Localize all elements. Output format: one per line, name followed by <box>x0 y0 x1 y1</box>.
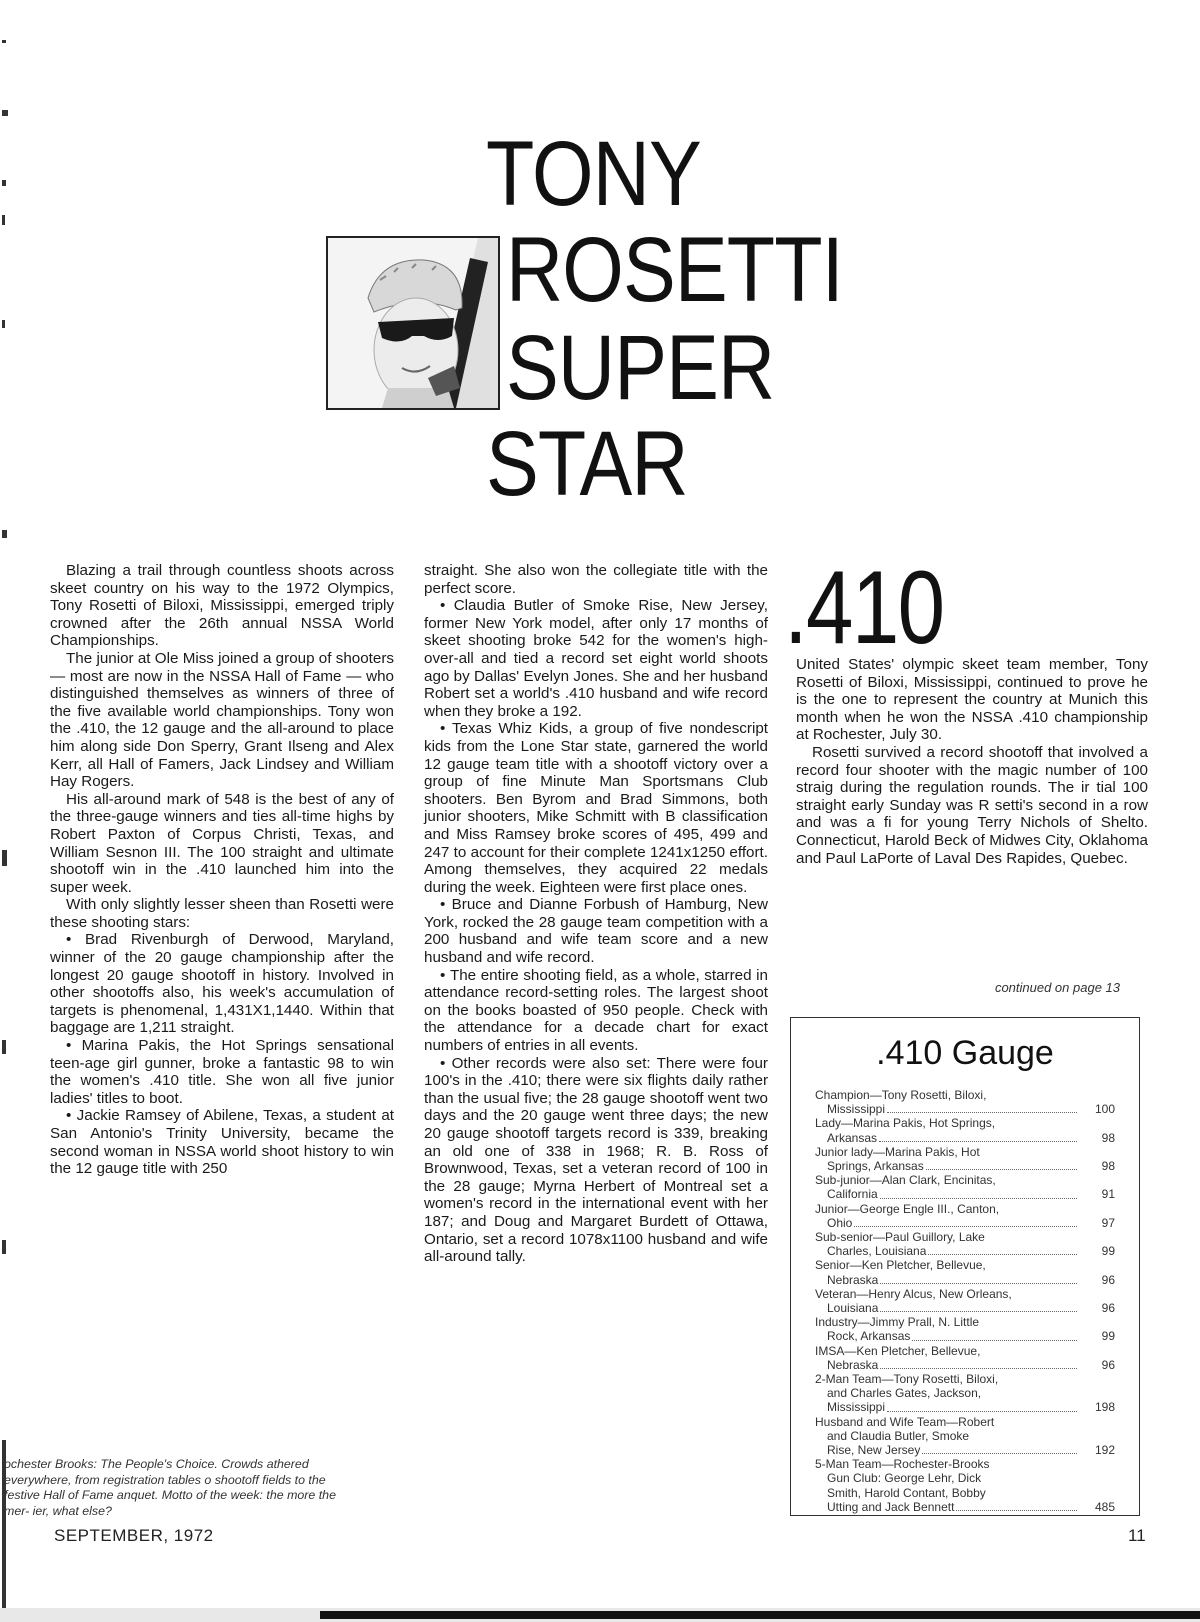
result-score: 96 <box>1101 1357 1115 1372</box>
result-entry-last-line <box>815 1329 1115 1343</box>
result-score: 96 <box>1101 1272 1115 1287</box>
article-paragraph: The junior at Ole Miss joined a group of shooters — most are now in the NSSA Hall of Fame — who distinguished themselves as winners of three of the five available world championships. Tony won the .410, the 12 gauge and the all-around to place him along side Don Sperry, Grant Ilseng and Alex Kerr, all Hall of Famers, Jack Lindsey and William Hay Rogers. <box>50 649 394 791</box>
result-entry <box>815 1202 1115 1230</box>
result-entry-text: Junior—George Engle III., Canton, <box>815 1201 1000 1216</box>
result-entry-text: California <box>827 1187 878 1202</box>
article-bullet-paragraph: • Marina Pakis, the Hot Springs sensational teen-age girl gunner, broke a fantastic 98 to win the women's .410 title. She won all five junior ladies' titles to boot. <box>50 1037 394 1107</box>
result-entry-text: Arkansas <box>827 1130 878 1145</box>
result-score: 198 <box>1094 1400 1115 1415</box>
dot-leader <box>922 1453 1077 1454</box>
result-score: 99 <box>1101 1329 1115 1344</box>
result-entry-last-line <box>815 1443 1115 1457</box>
article-column-1 <box>50 562 394 1178</box>
article-bullet-paragraph: • Bruce and Dianne Forbush of Hamburg, New York, rocked the 28 gauge team competition with a 200 husband and wife team score and a new husband and wife record. <box>424 896 768 966</box>
article-paragraph: Rosetti survived a record shootoff that involved a record four shooter with the magic number of 100 straig during the regulation rounds. The ir tial 100 straight early Sunday was R setti's second in a row and was a fi for young Terry Nichols of Shelto. Connecticut, Harold Beck of Midwes City, Oklahoma and Paul LaPorte of Laval Des Rapides, Quebec. <box>796 743 1148 867</box>
result-entry <box>815 1344 1115 1372</box>
article-bullet-paragraph: • Texas Whiz Kids, a group of five nondescript kids from the Lone Star state, garnered the world 12 gauge team title with a shootoff victory over a group of fine Minute Man Sportsmans Club shooters. Ben Byrom and Brad Simmons, both junior shooters, Mike Schmitt with B classification and Miss Ramsey broke scores of 495, 499 and 247 to account for their complete 1241x1250 effort. Among themselves, they acquired 22 medals during the week. Eighteen were first place ones. <box>424 720 768 896</box>
results-box-title: .410 Gauge <box>876 1034 1054 1072</box>
article-bullet-paragraph: • Other records were also set: There were four 100's in the .410; there were six flights daily rather than the usual five; the 28 gauge shootoff went two days and the 20 gauge went three days; the new 20 gauge shootoff targets record is 339, breaking an old one of 338 in 1968; R. B. Ross of Brownwood, Texas, set a veteran record of 100 in the 28 gauge; Myrna Herbert of Montreal set a women's record in the international event with her 187; and Doug and Margaret Burdett of Ottawa, Ontario, set a record 1078x1100 husband and wife all-around tally. <box>424 1055 768 1266</box>
title-line-3: SUPER <box>506 317 775 419</box>
result-entry <box>815 1258 1115 1286</box>
result-entry-text: Lady—Marina Pakis, Hot Springs, <box>815 1116 996 1131</box>
title-line-4: STAR <box>486 413 688 515</box>
article-paragraph: straight. She also won the collegiate title with the perfect score. <box>424 562 768 597</box>
article-bullet-paragraph: • The entire shooting field, as a whole, starred in attendance record-setting roles. The largest shoot on the books boasted of 950 people. Check with the attendance for a decade chart for exact numbers of entries in all events. <box>424 967 768 1055</box>
article-column-3 <box>796 656 1148 867</box>
result-entry <box>815 1173 1115 1201</box>
result-score: 192 <box>1094 1443 1115 1458</box>
results-box <box>790 1017 1140 1516</box>
shooter-photo <box>326 236 500 410</box>
result-score: 96 <box>1101 1301 1115 1316</box>
section-heading-410: .410 <box>784 550 944 666</box>
result-entry-last-line <box>815 1400 1115 1414</box>
result-entry-last-line <box>815 1358 1115 1372</box>
results-list <box>815 1088 1115 1514</box>
result-entry-text: 2-Man Team—Tony Rosetti, Biloxi, <box>815 1372 999 1387</box>
result-entry-last-line <box>815 1159 1115 1173</box>
dot-leader <box>880 1283 1077 1284</box>
result-entry-text: Gun Club: George Lehr, Dick <box>827 1471 982 1486</box>
result-entry-text: Charles, Louisiana <box>827 1244 927 1259</box>
result-entry-text: Veteran—Henry Alcus, New Orleans, <box>815 1286 1012 1301</box>
result-entry <box>815 1230 1115 1258</box>
result-entry <box>815 1372 1115 1415</box>
result-score: 100 <box>1094 1102 1115 1117</box>
result-entry-last-line <box>815 1102 1115 1116</box>
dot-leader <box>928 1254 1077 1255</box>
dot-leader <box>879 1141 1077 1142</box>
page-number: 11 <box>1128 1526 1146 1545</box>
dot-leader <box>887 1411 1077 1412</box>
result-entry-last-line <box>815 1187 1115 1201</box>
portrait-image <box>328 238 498 408</box>
result-score: 98 <box>1101 1159 1115 1174</box>
result-entry-text: Ohio <box>827 1215 853 1230</box>
result-entry-text: Junior lady—Marina Pakis, Hot <box>815 1144 980 1159</box>
result-entry-text: Husband and Wife Team—Robert <box>815 1414 995 1429</box>
dot-leader <box>887 1112 1077 1113</box>
photo-caption: ochester Brooks: The People's Choice. Crowds athered everywhere, from registration tables o shootoff fields to the festive Hall of Fame anquet. Motto of the week: the more the mer- ier, what else? <box>4 1457 336 1518</box>
continued-note: continued on page 13 <box>994 980 1120 995</box>
result-score: 99 <box>1101 1244 1115 1259</box>
result-entry-text: Mississippi <box>827 1400 886 1415</box>
result-entry-text: Sub-senior—Paul Guillory, Lake <box>815 1230 985 1245</box>
result-entry-text: Rock, Arkansas <box>827 1329 911 1344</box>
article-bullet-paragraph: • Jackie Ramsey of Abilene, Texas, a student at San Antonio's Trinity University, became the second woman in NSSA world shoot history to win the 12 gauge title with 250 <box>50 1107 394 1177</box>
result-entry <box>815 1088 1115 1116</box>
issue-date: SEPTEMBER, 1972 <box>54 1526 214 1545</box>
result-entry-last-line <box>815 1273 1115 1287</box>
article-paragraph: With only slightly lesser sheen than Rosetti were these shooting stars: <box>50 896 394 931</box>
article-column-2 <box>424 562 768 1266</box>
result-score: 485 <box>1094 1499 1115 1514</box>
dot-leader <box>880 1198 1077 1199</box>
result-entry-text: Senior—Ken Pletcher, Bellevue, <box>815 1258 986 1273</box>
dot-leader <box>880 1311 1077 1312</box>
result-score: 91 <box>1101 1187 1115 1202</box>
result-entry-text: Sub-junior—Alan Clark, Encinitas, <box>815 1173 996 1188</box>
result-entry-text: and Claudia Butler, Smoke <box>827 1428 970 1443</box>
result-entry <box>815 1315 1115 1343</box>
result-entry <box>815 1145 1115 1173</box>
result-entry-text: Utting and Jack Bennett <box>827 1499 955 1514</box>
article-paragraph: Blazing a trail through countless shoots across skeet country on his way to the 1972 Olympics, Tony Rosetti of Biloxi, Mississippi, emerged triply crowned after the 26th annual NSSA World Championships. <box>50 562 394 650</box>
dot-leader <box>956 1510 1077 1511</box>
result-entry-text: and Charles Gates, Jackson, <box>827 1386 982 1401</box>
result-entry-text: Mississippi <box>827 1102 886 1117</box>
result-entry <box>815 1457 1115 1514</box>
scan-left-edge <box>0 0 14 1622</box>
dot-leader <box>926 1169 1077 1170</box>
result-entry-text: IMSA—Ken Pletcher, Bellevue, <box>815 1343 981 1358</box>
title-line-2: ROSETTI <box>506 219 843 321</box>
result-entry <box>815 1287 1115 1315</box>
result-entry-text: Industry—Jimmy Prall, N. Little <box>815 1315 980 1330</box>
article-paragraph: United States' olympic skeet team member, Tony Rosetti of Biloxi, Mississippi, continued to prove he is the one to represent the country at Munich this month when he won the NSSA .410 championship at Rochester, July 30. <box>796 656 1148 744</box>
dot-leader <box>854 1226 1077 1227</box>
result-entry-text: Champion—Tony Rosetti, Biloxi, <box>815 1088 987 1102</box>
result-entry-text: Louisiana <box>827 1301 879 1316</box>
title-line-1: TONY <box>486 123 701 225</box>
dot-leader <box>912 1340 1077 1341</box>
result-entry-last-line <box>815 1244 1115 1258</box>
result-entry <box>815 1116 1115 1144</box>
result-entry-text: Springs, Arkansas <box>827 1159 924 1174</box>
result-entry-last-line <box>815 1216 1115 1230</box>
result-entry-last-line <box>815 1131 1115 1145</box>
result-entry <box>815 1415 1115 1458</box>
dot-leader <box>880 1368 1077 1369</box>
result-entry-last-line <box>815 1301 1115 1315</box>
result-score: 98 <box>1101 1130 1115 1145</box>
article-bullet-paragraph: • Brad Rivenburgh of Derwood, Maryland, winner of the 20 gauge championship after the longest 20 gauge shootoff in history. Involved in other shootoffs also, his week's accumulation of targets is phenomenal, 1,431X1,1440. Within that baggage are 1,211 straight. <box>50 931 394 1037</box>
article-paragraph: His all-around mark of 548 is the best of any of the three-gauge winners and ties all-time highs by Robert Paxton of Corpus Christi, Texas, and William Sesnon III. The 100 straight and ultimate shootoff win in the .410 launched him into the super week. <box>50 790 394 896</box>
result-entry-text: Nebraska <box>827 1357 879 1372</box>
scan-bottom-edge <box>0 1608 1200 1622</box>
result-entry-text: Rise, New Jersey <box>827 1443 921 1458</box>
result-entry-text: 5-Man Team—Rochester-Brooks <box>815 1457 990 1472</box>
result-entry-last-line <box>815 1500 1115 1514</box>
result-score: 97 <box>1101 1215 1115 1230</box>
article-bullet-paragraph: • Claudia Butler of Smoke Rise, New Jersey, former New York model, after only 17 months of skeet shooting broke 542 for the women's high-over-all and tied a record set eight world shoots ago by Dallas' Evelyn Jones. She and her husband Robert set a world's .410 husband and wife record when they broke a 192. <box>424 597 768 720</box>
result-entry-text: Nebraska <box>827 1272 879 1287</box>
result-entry-text: Smith, Harold Contant, Bobby <box>827 1485 986 1500</box>
